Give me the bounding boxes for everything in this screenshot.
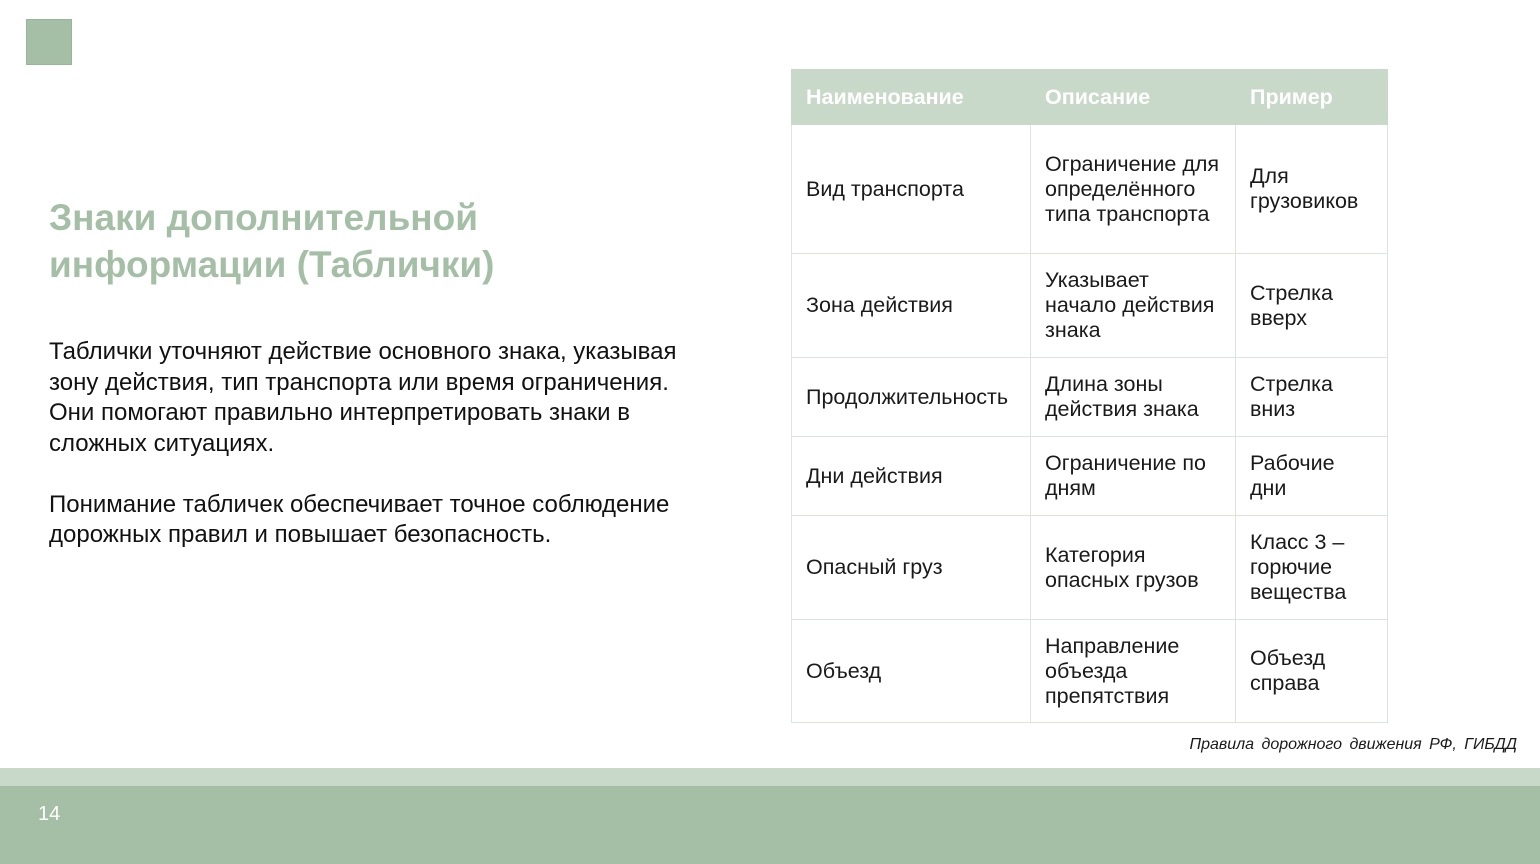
page-number: 14 [38,803,61,825]
table-cell: Для грузовиков [1236,125,1388,254]
table-header-row [792,70,1388,125]
table-cell: Опасный груз [792,516,1031,620]
table-cell: Стрелка вверх [1236,254,1388,358]
table-row [792,358,1388,437]
table-cell: Указывает начало действия знака [1031,254,1236,358]
footer-bar [0,786,1540,864]
decorative-square [26,19,72,65]
header-cell-description: Описание [1031,70,1236,125]
table-cell: Категория опасных грузов [1031,516,1236,620]
table-cell: Направление объезда препятствия [1031,620,1236,723]
table-cell: Ограничение для определённого типа транспорта [1031,125,1236,254]
table-cell: Зона действия [792,254,1031,358]
table-cell: Стрелка вниз [1236,358,1388,437]
table-cell: Дни действия [792,437,1031,516]
table-row [792,516,1388,620]
table-row [792,125,1388,254]
table-cell: Ограничение по дням [1031,437,1236,516]
table-cell: Продолжительность [792,358,1031,437]
body-paragraph: Таблички уточняют действие основного знака, указывая зону действия, тип транспорта или время ограничения. Они помогают правильно интерпретировать знаки в сложных ситуациях. [49,338,677,457]
table-row [792,437,1388,516]
table-cell: Длина зоны действия знака [1031,358,1236,437]
body-paragraph: Понимание табличек обеспечивает точное соблюдение дорожных правил и повышает безопасность. [49,490,670,548]
table-cell: Вид транспорта [792,125,1031,254]
table-cell: Рабочие дни [1236,437,1388,516]
table-row [792,620,1388,723]
table-cell: Объезд справа [1236,620,1388,723]
footer-stripe [0,768,1540,786]
signs-table [791,69,1388,723]
source-citation: Правила дорожного движения РФ, ГИБДД [1189,736,1517,753]
slide-body [49,337,689,581]
table-row [792,254,1388,358]
header-cell-name: Наименование [792,70,1031,125]
slide-title: Знаки дополнительной информации (Таблички) [49,197,495,285]
header-cell-example: Пример [1236,70,1388,125]
table-cell: Класс 3 – горючие вещества [1236,516,1388,620]
table-cell: Объезд [792,620,1031,723]
